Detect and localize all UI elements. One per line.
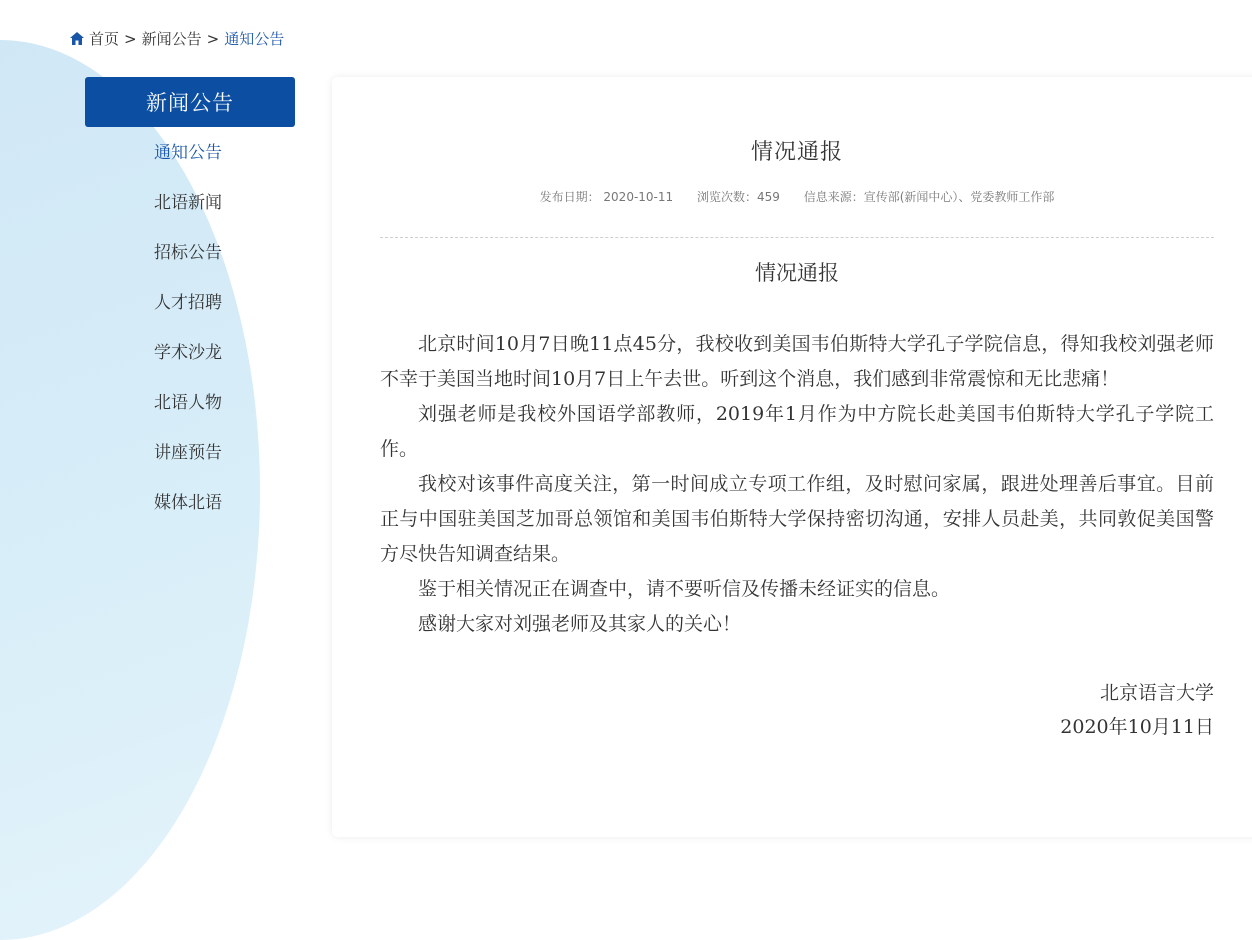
signature (380, 676, 1214, 744)
paragraph: 感谢大家对刘强老师及其家人的关心！ (418, 613, 742, 635)
article-panel (332, 77, 1252, 837)
publish-date: 发布日期： 2020-10-11 (539, 190, 674, 204)
paragraph: 鉴于相关情况正在调查中，请不要听信及传播未经证实的信息。 (418, 578, 951, 600)
sidebar-item-notices[interactable]: 通知公告 (154, 143, 222, 163)
page-title: 情况通报 (750, 140, 843, 165)
paragraph: 北京时间10月7日晚11点45分，我校收到美国韦伯斯特大学孔子学院信息，得知我校刘强老师不幸于美国当地时间10月7日上午去世。听到这个消息，我们感到非常震惊和无比悲痛！ (380, 333, 1214, 390)
paragraph: 我校对该事件高度关注，第一时间成立专项工作组，及时慰问家属，跟进处理善后事宜。目前正与中国驻美国芝加哥总领馆和美国韦伯斯特大学保持密切沟通，安排人员赴美，共同敦促美国警方尽快告知调查结果。 (380, 473, 1214, 565)
sidebar-item-news[interactable]: 北语新闻 (154, 193, 222, 213)
sidebar-item-recruitment[interactable]: 人才招聘 (154, 293, 222, 313)
article-meta (380, 188, 1214, 205)
breadcrumb-home[interactable]: 首页 (89, 30, 120, 48)
sidebar-item-lectures[interactable]: 讲座预告 (154, 443, 222, 463)
body-title: 情况通报 (755, 261, 839, 285)
info-source: 信息来源：宣传部(新闻中心）、党委教师工作部 (803, 190, 1055, 204)
sidebar-item-salon[interactable]: 学术沙龙 (154, 343, 222, 363)
breadcrumb-current[interactable]: 通知公告 (224, 30, 285, 48)
breadcrumb-separator: > (124, 29, 137, 48)
sidebar-title: 新闻公告 (85, 77, 295, 127)
breadcrumb-separator: > (206, 29, 220, 48)
signature-date: 2020年10月11日 (1060, 716, 1214, 738)
signature-org: 北京语言大学 (1099, 682, 1214, 704)
sidebar-menu (85, 128, 295, 528)
article-body (380, 256, 1214, 744)
sidebar-item-media[interactable]: 媒体北语 (154, 493, 222, 513)
sidebar (85, 77, 295, 528)
view-count: 浏览次数：459 (696, 190, 780, 204)
home-icon[interactable] (70, 32, 84, 45)
sidebar-item-tenders[interactable]: 招标公告 (154, 243, 222, 263)
divider (380, 237, 1214, 238)
paragraph: 刘强老师是我校外国语学部教师，2019年1月作为中方院长赴美国韦伯斯特大学孔子学院工作。 (380, 403, 1214, 460)
sidebar-item-people[interactable]: 北语人物 (154, 393, 222, 413)
breadcrumb-section[interactable]: 新闻公告 (141, 30, 202, 48)
breadcrumb (70, 28, 284, 49)
